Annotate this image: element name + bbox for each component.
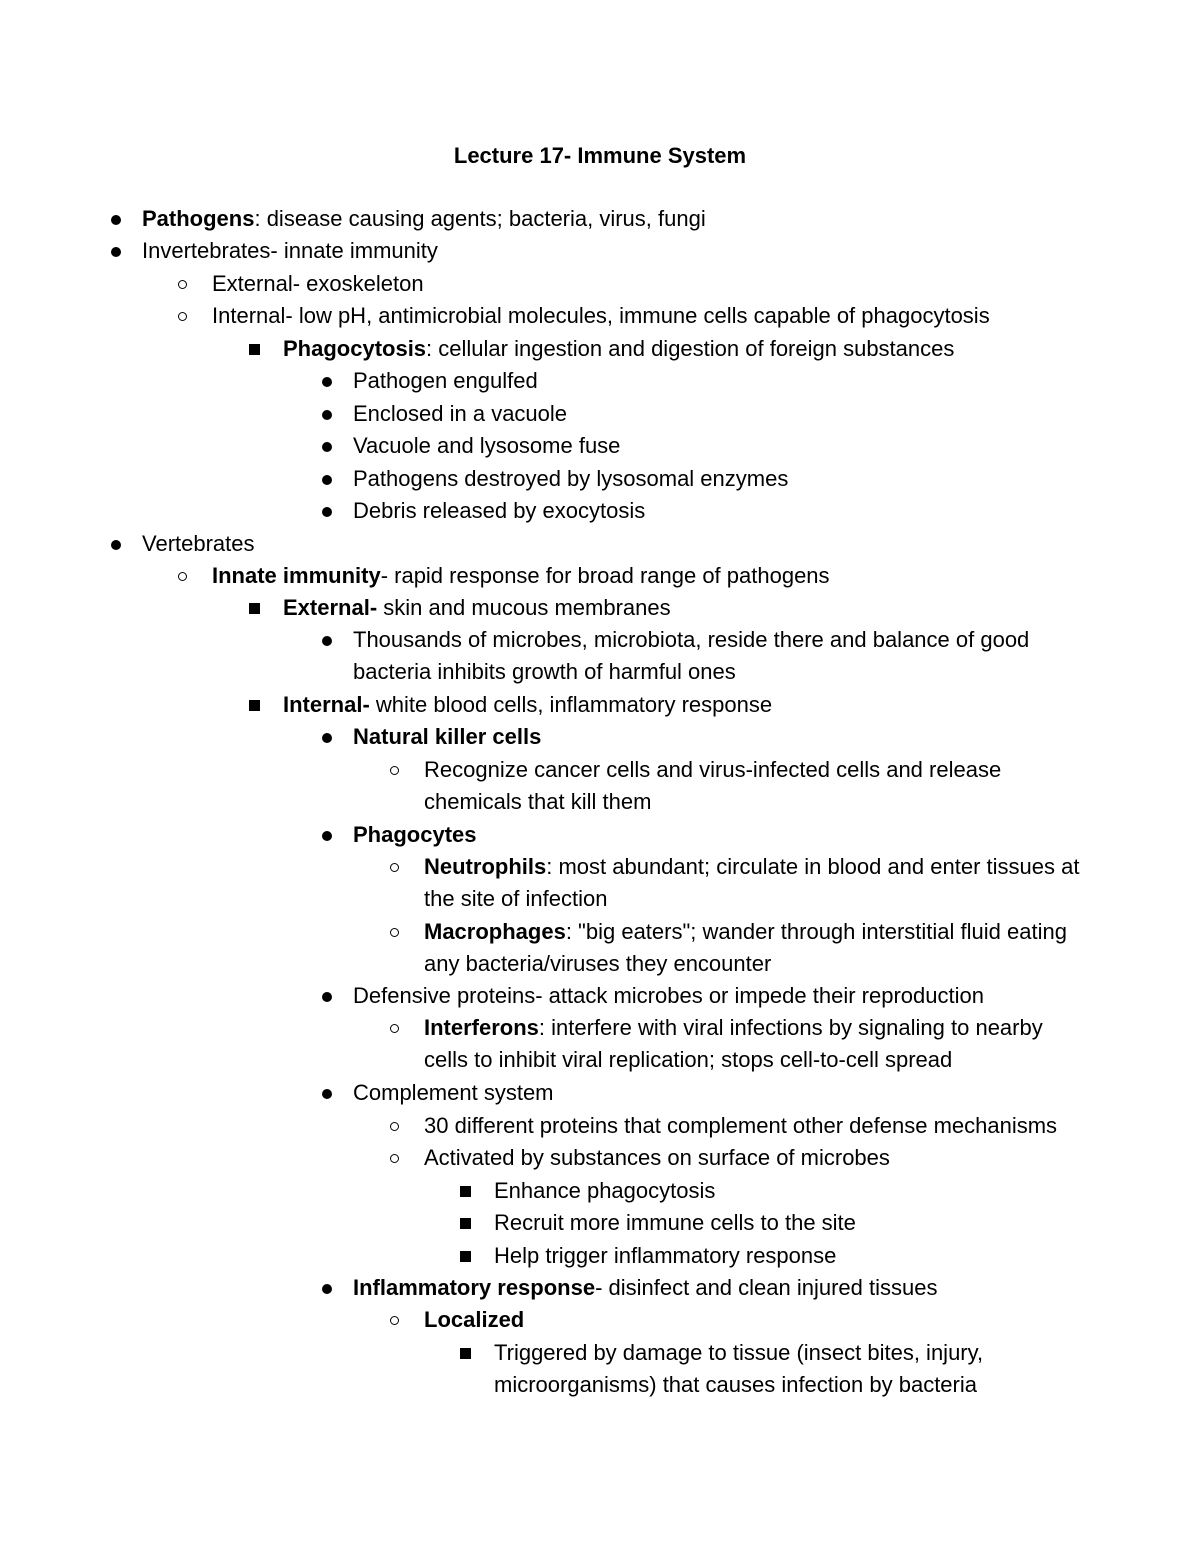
item-text: Pathogens destroyed by lysosomal enzymes [353, 466, 789, 491]
bold-term: External- [283, 595, 378, 620]
bullet-disc-icon [322, 507, 332, 517]
bullet-circle-icon [178, 280, 187, 289]
bullet-circle-icon [390, 928, 399, 937]
list-item [142, 203, 706, 235]
item-text: Recruit more immune cells to the site [494, 1210, 856, 1235]
list-item [353, 624, 1029, 656]
list-item [353, 980, 984, 1012]
bullet-disc-icon [322, 377, 332, 387]
page-title: Lecture 17- Immune System [453, 143, 747, 168]
bold-term: Natural killer cells [353, 724, 542, 749]
bullet-disc-icon [111, 540, 121, 550]
list-item [353, 819, 477, 851]
bold-term: Internal- [283, 692, 370, 717]
bullet-disc-icon [322, 992, 332, 1002]
item-text: Enhance phagocytosis [494, 1178, 716, 1203]
list-item [353, 430, 620, 462]
list-item [424, 1304, 524, 1336]
item-text: Vacuole and lysosome fuse [353, 433, 621, 458]
bullet-circle-icon [390, 766, 399, 775]
list-item-continuation [424, 948, 771, 980]
item-text: Recognize cancer cells and virus-infected cells and release [424, 757, 1002, 782]
list-item [283, 333, 954, 365]
bullet-circle-icon [390, 1316, 399, 1325]
item-text: cells to inhibit viral replication; stops cell-to-cell spread [424, 1047, 953, 1072]
item-text: Internal- low pH, antimicrobial molecules, immune cells capable of phagocytosis [212, 303, 990, 328]
item-text: Enclosed in a vacuole [353, 401, 568, 426]
item-text: Help trigger inflammatory response [494, 1243, 837, 1268]
bullet-circle-icon [390, 1154, 399, 1163]
list-item [283, 592, 671, 624]
list-item-continuation [353, 656, 736, 688]
bold-term: Inflammatory response [353, 1275, 596, 1300]
bold-term: Pathogens [142, 206, 255, 231]
list-item-continuation [424, 786, 651, 818]
bullet-disc-icon [322, 831, 332, 841]
bullet-disc-icon [322, 410, 332, 420]
item-text: chemicals that kill them [424, 789, 652, 814]
bold-term: Macrophages [424, 919, 566, 944]
list-item [424, 1012, 1043, 1044]
bold-term: Phagocytes [353, 822, 477, 847]
item-text: Debris released by exocytosis [353, 498, 646, 523]
list-item-continuation [424, 883, 607, 915]
bullet-square-icon [249, 344, 260, 355]
bullet-square-icon [460, 1348, 471, 1359]
item-text: : cellular ingestion and digestion of foreign substances [426, 336, 955, 361]
bullet-disc-icon [322, 733, 332, 743]
bullet-square-icon [460, 1251, 471, 1262]
bullet-circle-icon [390, 1122, 399, 1131]
list-item [424, 1142, 890, 1174]
list-item [494, 1207, 856, 1239]
item-text: External- exoskeleton [212, 271, 424, 296]
item-text: Triggered by damage to tissue (insect bites, injury, [494, 1340, 984, 1365]
bullet-square-icon [460, 1186, 471, 1197]
item-text: Vertebrates [142, 531, 255, 556]
item-text: bacteria inhibits growth of harmful ones [353, 659, 736, 684]
item-text: Defensive proteins- attack microbes or impede their reproduction [353, 983, 984, 1008]
item-text: any bacteria/viruses they encounter [424, 951, 772, 976]
bullet-disc-icon [111, 215, 121, 225]
bullet-disc-icon [322, 1284, 332, 1294]
bold-term: Interferons [424, 1015, 539, 1040]
list-item [212, 560, 830, 592]
list-item [494, 1337, 983, 1369]
bullet-circle-icon [390, 1024, 399, 1033]
list-item [353, 1272, 938, 1304]
item-text: - rapid response for broad range of pathogens [380, 563, 830, 588]
item-text: 30 different proteins that complement other defense mechanisms [424, 1113, 1058, 1138]
item-text: : "big eaters"; wander through interstitial fluid eating [565, 919, 1067, 944]
bullet-square-icon [249, 700, 260, 711]
list-item [494, 1240, 836, 1272]
item-text: white blood cells, inflammatory response [369, 692, 773, 717]
list-item [353, 463, 788, 495]
list-item [212, 268, 424, 300]
item-text: - disinfect and clean injured tissues [595, 1275, 938, 1300]
item-text: Complement system [353, 1080, 554, 1105]
bullet-circle-icon [178, 572, 187, 581]
list-item [353, 365, 538, 397]
item-text: : most abundant; circulate in blood and enter tissues at [546, 854, 1080, 879]
item-text: : interfere with viral infections by signaling to nearby [538, 1015, 1043, 1040]
list-item [142, 528, 255, 560]
bullet-disc-icon [322, 636, 332, 646]
list-item [353, 495, 645, 527]
bullet-disc-icon [322, 1089, 332, 1099]
list-item [212, 300, 990, 332]
bullet-square-icon [460, 1218, 471, 1229]
item-text: Thousands of microbes, microbiota, reside there and balance of good [353, 627, 1030, 652]
list-item [424, 1110, 1057, 1142]
bullet-disc-icon [322, 475, 332, 485]
bullet-circle-icon [390, 863, 399, 872]
list-item [353, 721, 541, 753]
item-text: Activated by substances on surface of microbes [424, 1145, 890, 1170]
item-text: : disease causing agents; bacteria, virus, fungi [254, 206, 706, 231]
bullet-circle-icon [178, 312, 187, 321]
list-item [353, 1077, 554, 1109]
bold-term: Localized [424, 1307, 525, 1332]
list-item [494, 1175, 715, 1207]
bold-term: Phagocytosis [283, 336, 427, 361]
list-item [283, 689, 772, 721]
bullet-disc-icon [111, 247, 121, 257]
bold-term: Innate immunity [212, 563, 381, 588]
list-item-continuation [424, 1044, 952, 1076]
item-text: the site of infection [424, 886, 608, 911]
item-text: Pathogen engulfed [353, 368, 538, 393]
bold-term: Neutrophils [424, 854, 547, 879]
bullet-disc-icon [322, 442, 332, 452]
item-text: microorganisms) that causes infection by bacteria [494, 1372, 977, 1397]
list-item [142, 235, 438, 267]
item-text: skin and mucous membranes [377, 595, 671, 620]
list-item-continuation [494, 1369, 977, 1401]
list-item [424, 851, 1079, 883]
list-item [353, 398, 567, 430]
list-item [424, 754, 1001, 786]
list-item [424, 916, 1067, 948]
bullet-square-icon [249, 603, 260, 614]
item-text: Invertebrates- innate immunity [142, 238, 438, 263]
